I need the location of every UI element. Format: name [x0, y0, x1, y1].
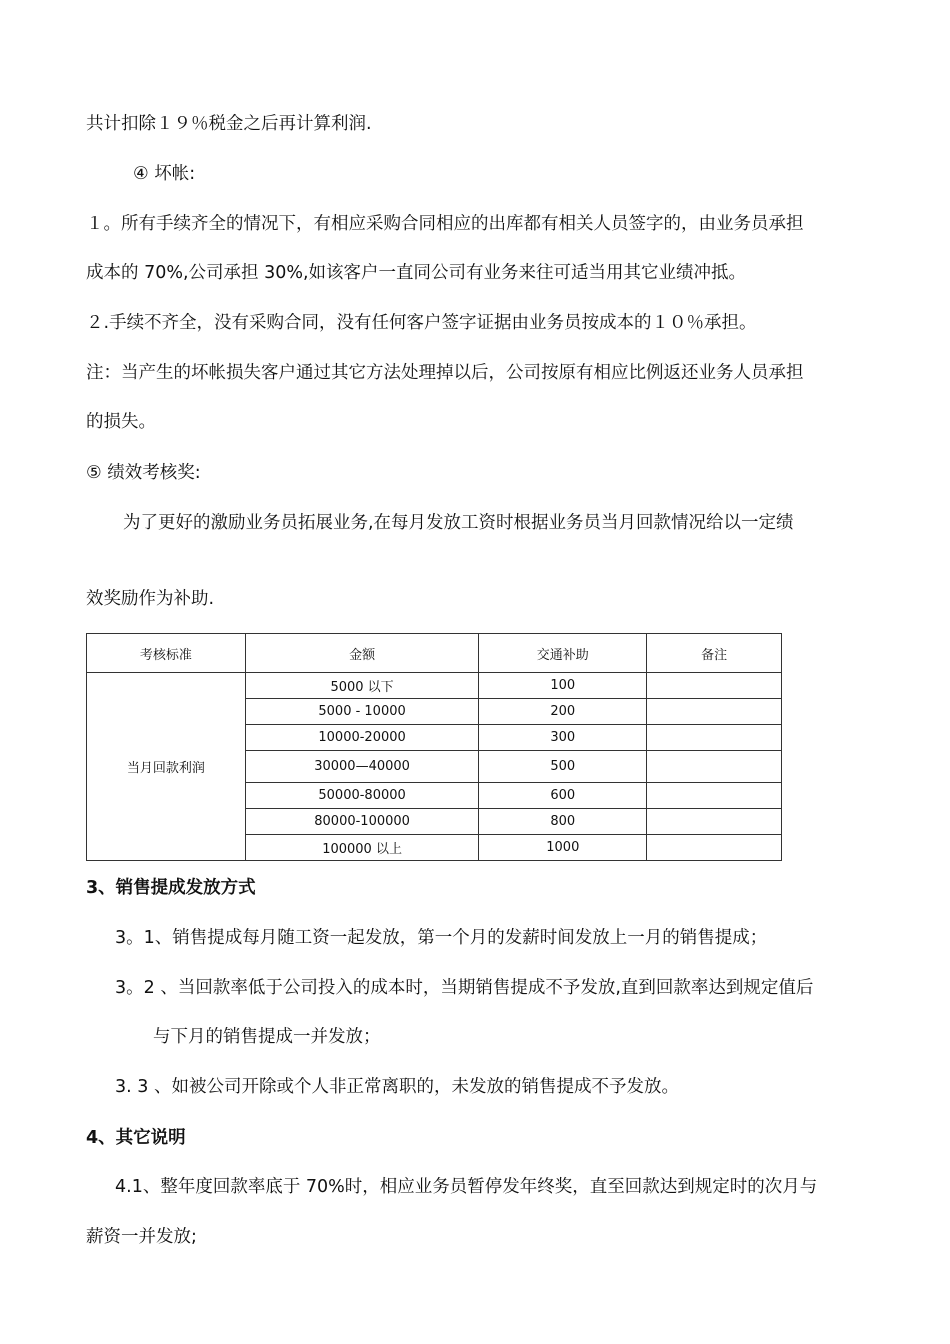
subheading-performance-bonus: ⑤ 绩效考核奖: [86, 463, 201, 483]
performance-bonus-table [86, 633, 782, 861]
text-line: 3。1、销售提成每月随工资一起发放，第一个月的发薪时间发放上一月的销售提成； [115, 928, 768, 948]
subsidy-cell: 200 [479, 699, 647, 725]
note-cell [647, 725, 782, 751]
note-line: 注：当产生的坏帐损失客户通过其它方法处理掉以后，公司按原有相应比例返还业务人员承担 [86, 363, 804, 383]
text-line: 薪资一并发放; [86, 1227, 197, 1247]
text-line: 效奖励作为补助. [86, 589, 215, 609]
header-note: 备注 [647, 634, 782, 673]
header-subsidy: 交通补助 [479, 634, 647, 673]
text-line: 共计扣除１９％税金之后再计算利润. [86, 114, 372, 134]
section-heading-3: 3、销售提成发放方式 [86, 878, 256, 898]
amount-cell: 30000—40000 [245, 751, 479, 783]
note-cell [647, 751, 782, 783]
note-cell [647, 673, 782, 699]
note-line: 的损失。 [86, 412, 156, 432]
text-line: 为了更好的激励业务员拓展业务,在每月发放工资时根据业务员当月回款情况给以一定绩 [123, 513, 794, 533]
table-header-row [87, 634, 782, 673]
text-line: 成本的 70%,公司承担 30%,如该客户一直同公司有业务来往可适当用其它业绩冲抵。 [86, 263, 747, 283]
text-line: ２.手续不齐全，没有采购合同，没有任何客户签字证据由业务员按成本的１０％承担。 [86, 313, 757, 333]
text-line: 4.1、整年度回款率底于 70%时，相应业务员暂停发年终奖，直至回款达到规定时的次月与 [115, 1177, 818, 1197]
note-cell [647, 783, 782, 809]
subsidy-cell: 500 [479, 751, 647, 783]
note-cell [647, 809, 782, 835]
amount-cell: 100000 以上 [245, 835, 479, 861]
subsidy-cell: 800 [479, 809, 647, 835]
amount-cell: 5000 以下 [245, 673, 479, 699]
subsidy-cell: 600 [479, 783, 647, 809]
amount-cell: 80000-100000 [245, 809, 479, 835]
subsidy-cell: 300 [479, 725, 647, 751]
section-heading-4: 4、其它说明 [86, 1128, 186, 1148]
subheading-bad-debt: ④ 坏帐: [133, 164, 196, 184]
subsidy-cell: 1000 [479, 835, 647, 861]
note-cell [647, 699, 782, 725]
text-line: 3。2 、当回款率低于公司投入的成本时，当期销售提成不予发放,直到回款率达到规定值后 [115, 978, 814, 998]
text-line: 与下月的销售提成一并发放； [153, 1027, 381, 1047]
amount-cell: 10000-20000 [245, 725, 479, 751]
table-row [87, 673, 782, 699]
text-line: 3. 3 、如被公司开除或个人非正常离职的，未发放的销售提成不予发放。 [115, 1077, 679, 1097]
header-criteria: 考核标准 [87, 634, 246, 673]
amount-cell: 5000 - 10000 [245, 699, 479, 725]
subsidy-cell: 100 [479, 673, 647, 699]
amount-cell: 50000-80000 [245, 783, 479, 809]
note-cell [647, 835, 782, 861]
text-line: １。所有手续齐全的情况下，有相应采购合同相应的出库都有相关人员签字的，由业务员承担 [86, 214, 804, 234]
header-amount: 金额 [245, 634, 479, 673]
category-cell: 当月回款利润 [87, 673, 246, 861]
